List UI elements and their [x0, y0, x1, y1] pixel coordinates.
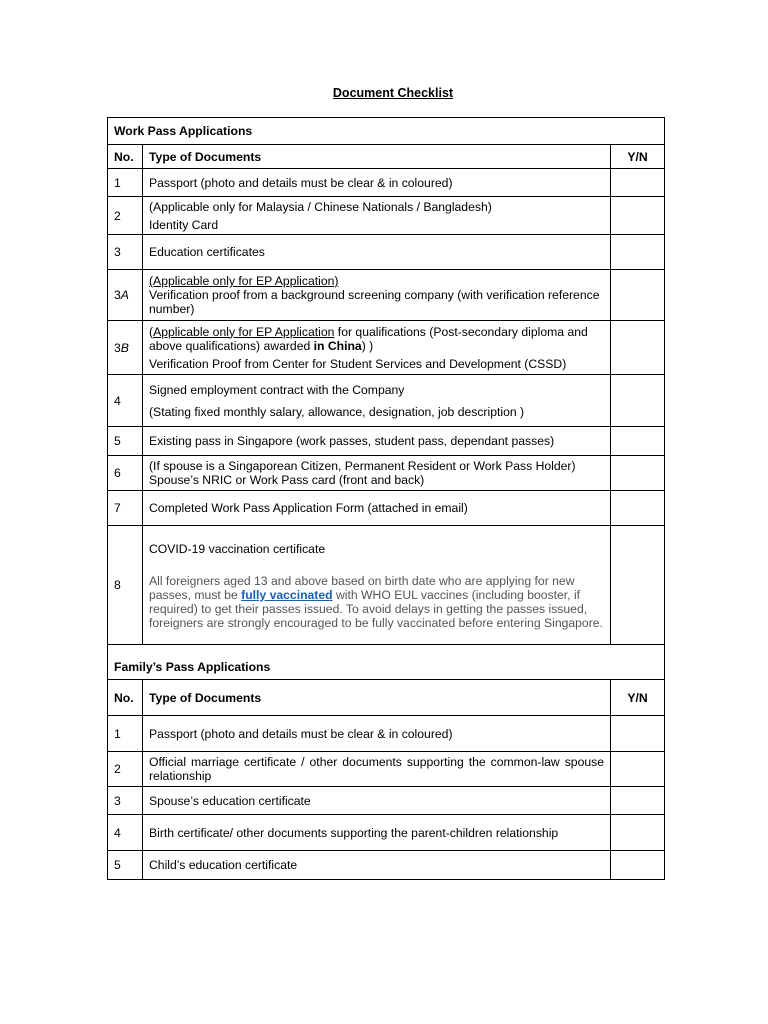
table-row	[108, 456, 665, 491]
document-description: Spouse’s education certificate	[143, 787, 611, 815]
document-description: (Applicable only for EP Application for qualifications (Post-secondary diploma and above qualifications) awarded in China) ) Verification Proof from Center for Student Services and Development (CSSD)	[143, 321, 611, 375]
row-number: 4	[108, 375, 143, 427]
row-number: 5	[108, 851, 143, 880]
table-row	[108, 321, 665, 375]
document-description	[143, 456, 611, 491]
table-row	[108, 851, 665, 880]
document-name: Verification proof from a background screening company (with verification reference number)	[149, 288, 600, 316]
yn-checkbox-cell[interactable]	[611, 491, 665, 526]
column-header-no: No.	[108, 145, 143, 169]
table-row	[108, 427, 665, 456]
document-description: Completed Work Pass Application Form (attached in email)	[143, 491, 611, 526]
document-description: Education certificates	[143, 235, 611, 270]
table-row	[108, 491, 665, 526]
table-row	[108, 235, 665, 270]
document-checklist-table	[107, 117, 665, 880]
document-description: Official marriage certificate / other documents supporting the common-law spouse relationship	[143, 752, 611, 787]
yn-checkbox-cell[interactable]	[611, 375, 665, 427]
work-pass-column-headers	[108, 145, 665, 169]
document-name: Identity Card	[149, 217, 219, 232]
row-number: 6	[108, 456, 143, 491]
yn-checkbox-cell[interactable]	[611, 851, 665, 880]
row-number: 3B	[108, 321, 143, 375]
document-title: Document Checklist	[332, 86, 454, 100]
document-name: COVID-19 vaccination certificate	[149, 542, 326, 556]
table-row	[108, 169, 665, 197]
yn-checkbox-cell[interactable]	[611, 787, 665, 815]
yn-checkbox-cell[interactable]	[611, 456, 665, 491]
yn-checkbox-cell[interactable]	[611, 716, 665, 752]
document-description: Birth certificate/ other documents supporting the parent-children relationship	[143, 815, 611, 851]
row-number: 4	[108, 815, 143, 851]
family-pass-column-headers	[108, 680, 665, 716]
document-description	[143, 526, 611, 645]
work-pass-heading: Work Pass Applications	[108, 118, 665, 145]
table-row	[108, 815, 665, 851]
document-description	[143, 375, 611, 427]
vaccination-note: All foreigners aged 13 and above based on birth date who are applying for new passes, must be fully vaccinated with WHO EUL vaccines (including booster, if required) to get their passes issued. To avoid delays in getting the passes issued, foreigners are strongly encouraged to be fully vaccinated before entering Singapore.	[149, 574, 603, 630]
yn-checkbox-cell[interactable]	[611, 752, 665, 787]
yn-checkbox-cell[interactable]	[611, 169, 665, 197]
applicability-note: (Applicable only for EP Application)	[149, 274, 339, 288]
document-description: Passport (photo and details must be clear & in coloured)	[143, 169, 611, 197]
work-pass-section-header	[108, 118, 665, 145]
applicability-note: (Applicable only for Malaysia / Chinese Nationals / Bangladesh)	[149, 199, 492, 214]
document-description	[143, 270, 611, 321]
column-header-type: Type of Documents	[143, 145, 611, 169]
family-pass-heading: Family’s Pass Applications	[108, 645, 665, 680]
document-name: Spouse’s NRIC or Work Pass card (front and back)	[149, 473, 425, 487]
table-row	[108, 270, 665, 321]
document-description	[143, 197, 611, 235]
yn-checkbox-cell[interactable]	[611, 321, 665, 375]
row-number: 2	[108, 197, 143, 235]
column-header-no: No.	[108, 680, 143, 716]
table-row	[108, 752, 665, 787]
row-number: 2	[108, 752, 143, 787]
document-name: Verification Proof from Center for Student Services and Development (CSSD)	[149, 356, 567, 371]
table-row	[108, 716, 665, 752]
row-number: 3A	[108, 270, 143, 321]
family-pass-section-header	[108, 645, 665, 680]
table-row	[108, 526, 665, 645]
row-number: 3	[108, 787, 143, 815]
applicability-note: (If spouse is a Singaporean Citizen, Permanent Resident or Work Pass Holder)	[149, 459, 576, 473]
yn-checkbox-cell[interactable]	[611, 270, 665, 321]
row-number: 7	[108, 491, 143, 526]
yn-checkbox-cell[interactable]	[611, 427, 665, 456]
table-row	[108, 197, 665, 235]
row-number: 5	[108, 427, 143, 456]
yn-checkbox-cell[interactable]	[611, 197, 665, 235]
document-detail: (Stating fixed monthly salary, allowance, designation, job description )	[149, 404, 525, 419]
table-row	[108, 787, 665, 815]
document-name: Signed employment contract with the Company	[149, 382, 405, 397]
applicability-note: Applicable only for EP Application	[153, 324, 335, 339]
table-row	[108, 375, 665, 427]
yn-checkbox-cell[interactable]	[611, 815, 665, 851]
row-number: 1	[108, 716, 143, 752]
document-description: Child’s education certificate	[143, 851, 611, 880]
column-header-yn: Y/N	[611, 680, 665, 716]
row-number: 1	[108, 169, 143, 197]
row-number: 8	[108, 526, 143, 645]
column-header-type: Type of Documents	[143, 680, 611, 716]
fully-vaccinated-link[interactable]: fully vaccinated	[241, 588, 333, 602]
document-description: Existing pass in Singapore (work passes, student pass, dependant passes)	[143, 427, 611, 456]
yn-checkbox-cell[interactable]	[611, 235, 665, 270]
document-description: Passport (photo and details must be clear & in coloured)	[143, 716, 611, 752]
yn-checkbox-cell[interactable]	[611, 526, 665, 645]
column-header-yn: Y/N	[611, 145, 665, 169]
row-number: 3	[108, 235, 143, 270]
